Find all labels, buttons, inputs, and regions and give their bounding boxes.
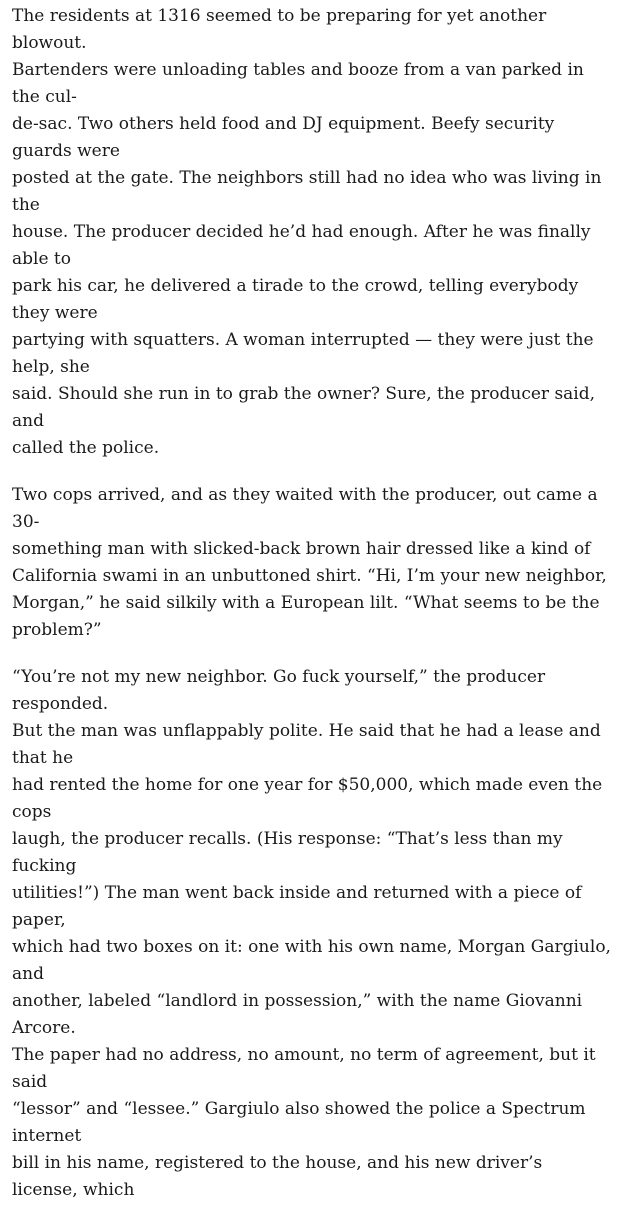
paragraph-2: Two cops arrived, and as they waited with the producer, out came a 30- something man with slicked-back brown hair dressed like a kind of California swami in an unbuttoned shirt. “Hi, I’m your new neighbor, Morgan,” he said silkily with a European lilt. “What seems to be the problem?” bbox=[12, 485, 607, 640]
article-body bbox=[12, 3, 612, 1224]
paragraph-3: “You’re not my new neighbor. Go fuck yourself,” the producer responded. But the man was unflappably polite. He said that he had a lease and that he had rented the home for one year for $50,000, which made even the cops laugh, the producer recalls. (His response: “That’s less than my fucking utilities!”) The man went back inside and returned with a piece of paper, which had two boxes on it: one with his own name, Morgan Gargiulo, and another, labeled “landlord in possession,” with the name Giovanni Arcore. The paper had no address, no amount, no term of agreement, but it said “lessor” and “lessee.” Gargiulo also showed the police a Spectrum internet bill in his name, registered to the house, and his new driver’s license, which bbox=[12, 667, 611, 1200]
paragraph-1: The residents at 1316 seemed to be preparing for yet another blowout. Bartenders were unloading tables and booze from a van parked in the cul- de-sac. Two others held food and DJ equipment. Beefy security guards were posted at the gate. The neighbors still had no idea who was living in the house. The producer decided he’d had enough. After he was finally able to park his car, he delivered a tirade to the crowd, telling everybody they were partying with squatters. A woman interrupted — they were just the help, she said. Should she run in to grab the owner? Sure, the producer said, and called the police. bbox=[12, 6, 602, 458]
